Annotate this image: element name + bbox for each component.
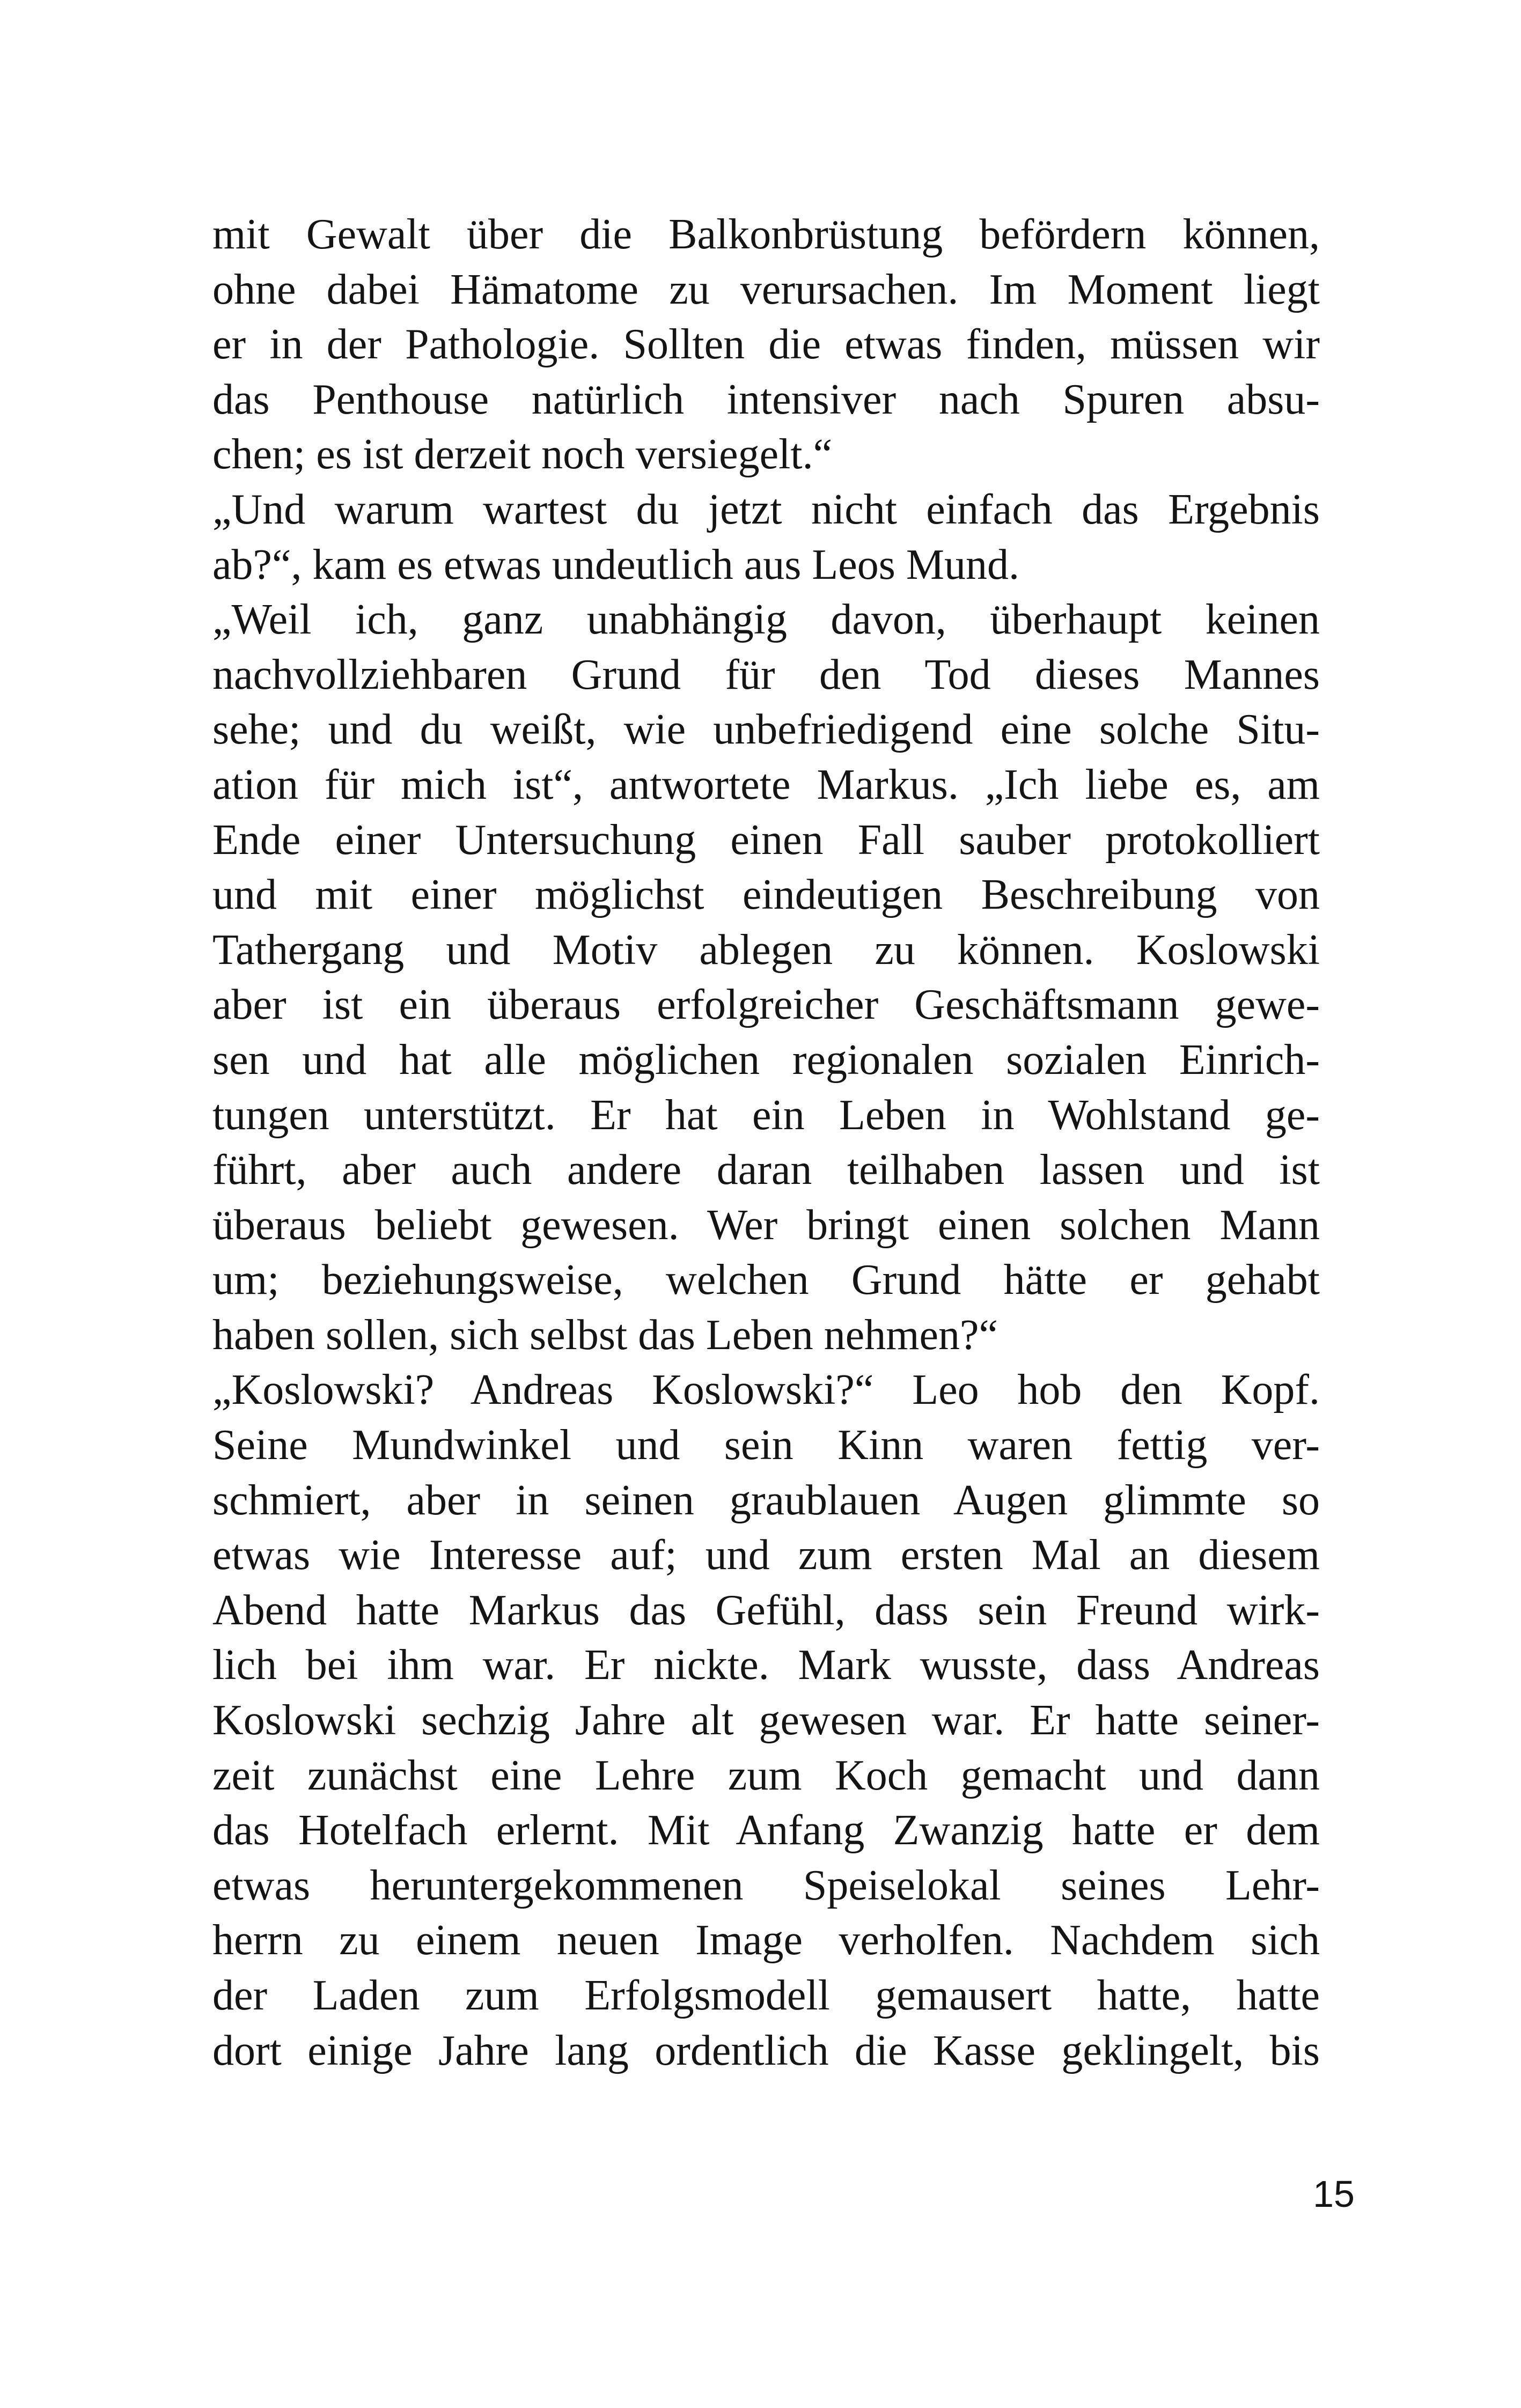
page-number: 15	[1313, 2173, 1355, 2215]
text-line: das Hotelfach erlernt. Mit Anfang Zwanzig hatte er dem	[212, 1807, 1320, 1854]
body-text	[212, 207, 1320, 2078]
text-line: schmiert, aber in seinen graublauen Augen glimmte so	[212, 1476, 1320, 1524]
text-line: „Und warum wartest du jetzt nicht einfach das Ergebnis	[212, 485, 1320, 533]
text-line: Seine Mundwinkel und sein Kinn waren fettig ver-	[212, 1422, 1320, 1469]
text-line: um; beziehungsweise, welchen Grund hätte er gehabt	[212, 1256, 1320, 1304]
text-line: etwas wie Interesse auf; und zum ersten Mal an diesem	[212, 1531, 1320, 1579]
text-line: Ende einer Untersuchung einen Fall sauber protokolliert	[212, 816, 1320, 864]
text-line: „Weil ich, ganz unabhängig davon, überhaupt keinen	[212, 596, 1320, 644]
text-line: führt, aber auch andere daran teilhaben lassen und ist	[212, 1146, 1320, 1194]
text-line: ohne dabei Hämatome zu verursachen. Im Moment liegt	[212, 266, 1320, 313]
text-line: haben sollen, sich selbst das Leben nehmen?“	[212, 1311, 998, 1359]
text-line: mit Gewalt über die Balkonbrüstung befördern können,	[212, 211, 1320, 258]
text-line: nachvollziehbaren Grund für den Tod dieses Mannes	[212, 651, 1320, 698]
text-line: ab?“, kam es etwas undeutlich aus Leos Mund.	[212, 541, 1020, 588]
text-line: überaus beliebt gewesen. Wer bringt einen solchen Mann	[212, 1201, 1320, 1249]
text-line: „Koslowski? Andreas Koslowski?“ Leo hob den Kopf.	[212, 1366, 1320, 1414]
text-line: aber ist ein überaus erfolgreicher Geschäftsmann gewe-	[212, 981, 1320, 1029]
text-line: sehe; und du weißt, wie unbefriedigend eine solche Situ-	[212, 706, 1320, 754]
text-line: Koslowski sechzig Jahre alt gewesen war. Er hatte seiner-	[212, 1697, 1320, 1744]
text-line: der Laden zum Erfolgsmodell gemausert hatte, hatte	[212, 1972, 1320, 2019]
text-line: er in der Pathologie. Sollten die etwas finden, müssen wir	[212, 321, 1320, 369]
text-line: dort einige Jahre lang ordentlich die Kasse geklingelt, bis	[212, 2027, 1320, 2074]
text-line: zeit zunächst eine Lehre zum Koch gemacht und dann	[212, 1751, 1320, 1799]
text-line: das Penthouse natürlich intensiver nach Spuren absu-	[212, 375, 1320, 423]
text-line: sen und hat alle möglichen regionalen sozialen Einrich-	[212, 1036, 1320, 1084]
text-line: etwas heruntergekommenen Speiselokal seines Lehr-	[212, 1861, 1320, 1909]
text-line: Tathergang und Motiv ablegen zu können. Koslowski	[212, 926, 1320, 974]
text-line: tungen unterstützt. Er hat ein Leben in Wohlstand ge-	[212, 1091, 1320, 1139]
text-line: lich bei ihm war. Er nickte. Mark wusste, dass Andreas	[212, 1641, 1320, 1689]
text-line: herrn zu einem neuen Image verholfen. Nachdem sich	[212, 1917, 1320, 1964]
text-line: und mit einer möglichst eindeutigen Beschreibung von	[212, 871, 1320, 919]
text-line: Abend hatte Markus das Gefühl, dass sein Freund wirk-	[212, 1586, 1320, 1634]
text-line: chen; es ist derzeit noch versiegelt.“	[212, 431, 833, 478]
text-line: ation für mich ist“, antwortete Markus. „Ich liebe es, am	[212, 761, 1320, 808]
